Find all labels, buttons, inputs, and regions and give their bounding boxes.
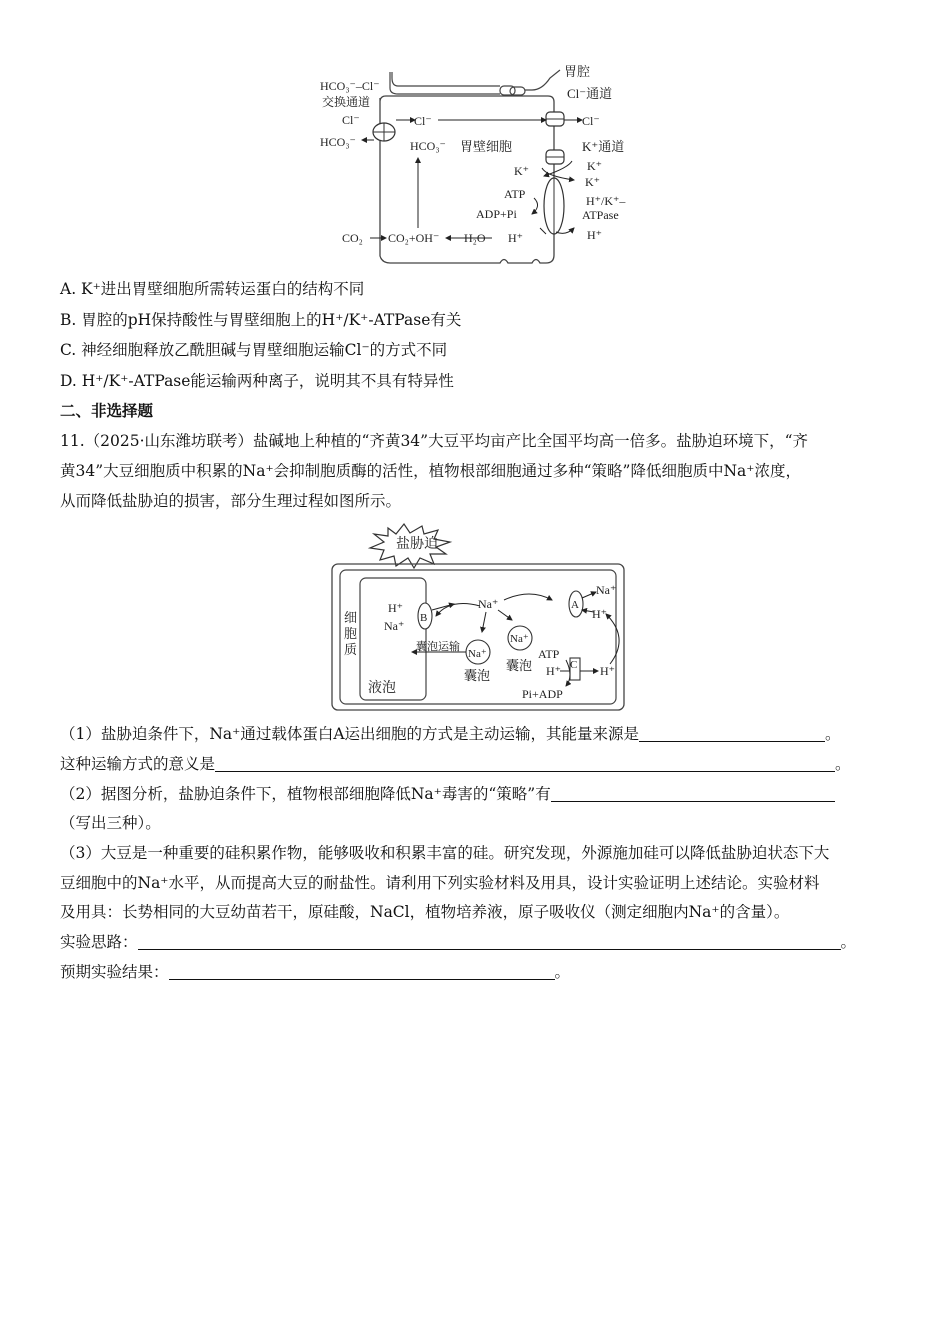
sub3-line-3: 及用具：长势相同的大豆幼苗若干，原硅酸，NaCl，植物培养液，原子吸收仪（测定细胞内Na⁺的含量）。 — [60, 903, 790, 921]
cl-left: Cl⁻ — [342, 113, 360, 127]
vesicle-label-2: 囊泡 — [506, 658, 533, 673]
na-out-label: Na⁺ — [596, 583, 617, 597]
adp-label: ADP+Pi — [476, 207, 517, 221]
vesicle-label-1: 囊泡 — [464, 668, 491, 683]
atp-label: ATP — [504, 187, 526, 201]
option-b: B. 胃腔的pH保持酸性与胃壁细胞上的H⁺/K⁺-ATPase有关 — [60, 311, 462, 329]
hco3-left: HCO₃⁻ — [320, 135, 356, 149]
pi-adp-label: Pi+ADP — [522, 687, 563, 701]
k-out-2: K⁺ — [585, 175, 600, 189]
svg-text:Na⁺: Na⁺ — [510, 633, 529, 645]
sub3-line-1: （3）大豆是一种重要的硅积累作物，能够吸收和积累丰富的硅。研究发现，外源施加硅可以降低盐胁迫状态下大 — [60, 844, 830, 862]
option-a: A. K⁺进出胃壁细胞所需转运蛋白的结构不同 — [60, 280, 365, 298]
option-c: C. 神经细胞释放乙酰胆碱与胃壁细胞运输Cl⁻的方式不同 — [60, 341, 448, 359]
h-out: H⁺ — [587, 228, 602, 242]
h-in-label: H⁺ — [508, 231, 523, 245]
pump-label-1: H⁺/K⁺– — [586, 194, 626, 208]
answer-blank-result[interactable] — [169, 964, 555, 980]
cytoplasm-label-2: 胞 — [344, 626, 358, 641]
sub1-line-1: （1）盐胁迫条件下，Na⁺通过载体蛋白A运出细胞的方式是主动运输，其能量来源是 。 — [60, 725, 841, 743]
svg-text:Na⁺: Na⁺ — [468, 648, 487, 660]
option-d: D. H⁺/K⁺-ATPase能运输两种离子，说明其不具有特异性 — [60, 372, 454, 390]
sub2-line-1: （2）据图分析，盐胁迫条件下，植物根部细胞降低Na⁺毒害的“策略”有 — [60, 784, 835, 804]
h-in-label: H⁺ — [546, 664, 561, 678]
answer-blank-1[interactable] — [639, 726, 825, 742]
cell-label: 胃壁细胞 — [460, 139, 513, 154]
k-channel-label: K⁺通道 — [582, 139, 625, 154]
vacuole-label: 液泡 — [368, 681, 396, 696]
sub1-line-2: 这种运输方式的意义是 。 — [60, 755, 851, 773]
atp-label: ATP — [538, 647, 560, 661]
svg-text:B: B — [420, 612, 428, 624]
cl-out: Cl⁻ — [582, 114, 600, 128]
vesicle-transport-label: 囊泡运输 — [416, 641, 460, 653]
q11-line-1: 11.（2025·山东潍坊联考）盐碱地上种植的“齐黄34”大豆平均亩产比全国平均高一倍多。盐胁迫环境下，“齐 — [60, 432, 809, 450]
section-title: 二、非选择题 — [60, 401, 154, 420]
pump-label-2: ATPase — [582, 208, 619, 222]
co2-oh-label: CO₂+OH⁻ — [388, 231, 440, 245]
h-out-label: H⁺ — [592, 607, 607, 621]
salt-stress-label: 盐胁迫 — [396, 537, 438, 552]
co2-label: CO₂ — [342, 231, 363, 245]
idea-line: 实验思路： 。 — [60, 933, 857, 951]
answer-blank-2[interactable] — [215, 756, 835, 772]
cl-channel-label: Cl⁻通道 — [567, 86, 613, 101]
h-c-out-label: H⁺ — [600, 664, 615, 678]
k-in: K⁺ — [514, 164, 529, 178]
cytoplasm-label-3: 质 — [344, 642, 358, 657]
q11-line-2: 黄34”大豆细胞质中积累的Na⁺会抑制胞质酶的活性，植物根部细胞通过多种“策略”降低细胞质中Na⁺浓度， — [60, 462, 801, 480]
stomach-label: 胃腔 — [564, 64, 591, 79]
cytoplasm-label-1: 细 — [344, 610, 358, 625]
cl-inside: Cl⁻ — [414, 114, 432, 128]
stomach-lumen-line — [390, 72, 500, 94]
figure-root-cell — [330, 520, 630, 712]
h-b-label: H⁺ — [388, 601, 403, 615]
svg-text:C: C — [570, 659, 578, 671]
hco3-inside: HCO₃⁻ — [410, 139, 446, 153]
svg-text:A: A — [571, 599, 579, 611]
h2o-label: H₂O — [464, 231, 486, 245]
exchanger-label-2: 交换通道 — [322, 95, 371, 109]
na-center-label: Na⁺ — [478, 597, 499, 611]
answer-blank-3[interactable] — [551, 786, 835, 802]
answer-blank-idea[interactable] — [138, 934, 841, 950]
result-line: 预期实验结果： 。 — [60, 963, 571, 981]
sub2-line-2: （写出三种）。 — [60, 814, 161, 832]
exchanger-label-1: HCO₃⁻–Cl⁻ — [320, 79, 380, 93]
q11-line-3: 从而降低盐胁迫的损害，部分生理过程如图所示。 — [60, 492, 402, 510]
sub3-line-2: 豆细胞中的Na⁺水平，从而提高大豆的耐盐性。请利用下列实验材料及用具，设计实验证明上述结论。实验材料 — [60, 874, 820, 892]
na-b-label: Na⁺ — [384, 619, 405, 633]
figure-parietal-cell — [310, 58, 650, 270]
k-out-1: K⁺ — [587, 159, 602, 173]
